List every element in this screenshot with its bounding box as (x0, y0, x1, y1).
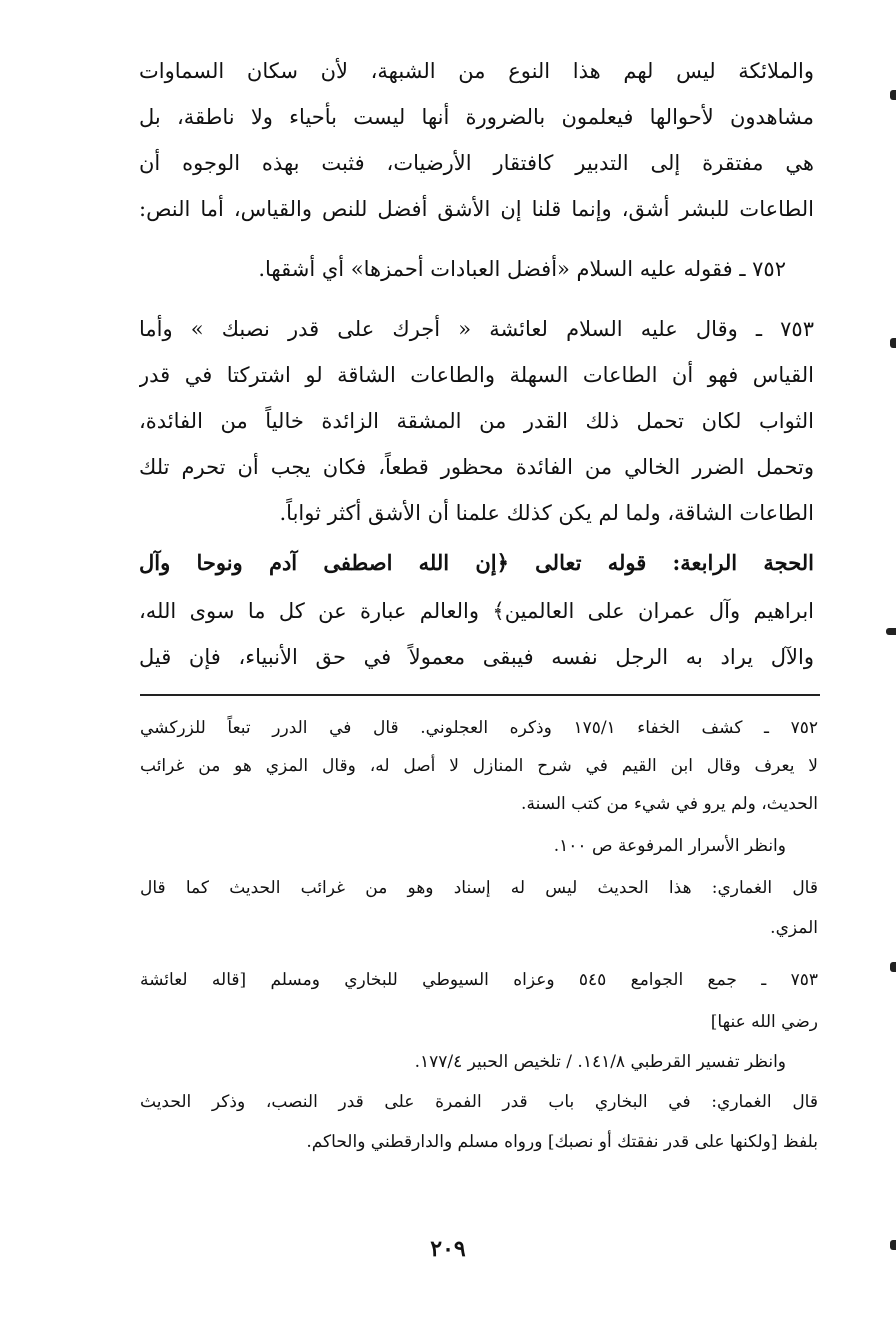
body-line: الثواب لكان تحمل ذلك القدر من المشقة الزائدة خالياً من الفائدة، (139, 409, 814, 433)
body-line: ٧٥٣ ـ وقال عليه السلام لعائشة « أجرك على قدر نصبك » وأما (139, 317, 814, 341)
scan-edge-mark (890, 90, 896, 100)
footnote-line: لا يعرف وقال ابن القيم في شرح المنازل لا أصل له، وقال المزي هو من غرائب (140, 756, 818, 776)
footnote-line: المزي. (770, 918, 818, 938)
scan-edge-mark (890, 338, 896, 348)
body-line: الطاعات الشاقة، ولما لم يكن كذلك علمنا أن الأشق أكثر ثواباً. (279, 501, 814, 525)
footnote-divider (140, 694, 820, 696)
footnote-line: قال الغماري: هذا الحديث ليس له إسناد وهو من غرائب الحديث كما قال (140, 878, 818, 898)
body-line: القياس فهو أن الطاعات السهلة والطاعات الشاقة لو اشتركتا في قدر (139, 363, 814, 387)
page-number: ٢٠٩ (430, 1236, 466, 1262)
body-line: هي مفتقرة إلى التدبير كافتقار الأرضيات، فثبت بهذه الوجوه أن (139, 151, 814, 175)
scan-edge-mark (886, 628, 896, 635)
body-line: الطاعات للبشر أشق، وإنما قلنا إن الأشق أفضل للنص والقياس، أما النص: (139, 197, 814, 221)
footnote-line: قال الغماري: في البخاري باب قدر الفمرة على قدر النصب، وذكر الحديث (140, 1092, 818, 1112)
body-line: وتحمل الضرر الخالي من الفائدة محظور قطعاً، فكان يجب أن تحرم تلك (139, 455, 814, 479)
scan-edge-mark (890, 962, 896, 972)
footnote-line: الحديث، ولم يرو في شيء من كتب السنة. (521, 794, 818, 814)
footnote-line: ٧٥٣ ـ جمع الجوامع ٥٤٥ وعزاه السيوطي للبخاري ومسلم [قاله لعائشة (140, 970, 818, 990)
footnote-line: رضي الله عنها] (710, 1012, 818, 1032)
footnote-line: بلفظ [ولكنها على قدر نفقتك أو نصبك] ورواه مسلم والدارقطني والحاكم. (306, 1132, 818, 1152)
body-line: والآل يراد به الرجل نفسه فيبقى معمولاً في حق الأنبياء، فإن قيل (139, 645, 814, 669)
footnote-line: ٧٥٢ ـ كشف الخفاء ١٧٥/١ وذكره العجلوني. قال في الدرر تبعاً للزركشي (140, 718, 818, 738)
hadith-752: ٧٥٢ ـ فقوله عليه السلام «أفضل العبادات أحمزها» أي أشقها. (258, 257, 786, 281)
footnote-line: وانظر الأسرار المرفوعة ص ١٠٠. (553, 836, 786, 856)
body-line: ابراهيم وآل عمران على العالمين﴾ والعالم عبارة عن كل ما سوى الله، (139, 599, 814, 623)
body-line: مشاهدون لأحوالها فيعلمون بالضرورة أنها ليست بأحياء ولا ناطقة، بل (139, 105, 814, 129)
body-line: والملائكة ليس لهم هذا النوع من الشبهة، لأن سكان السماوات (139, 59, 814, 83)
body-line: الحجة الرابعة: قوله تعالى ﴿إن الله اصطفى آدم ونوحا وآل (139, 550, 814, 575)
footnote-line: وانظر تفسير القرطبي ١٤١/٨. / تلخيص الحبير ١٧٧/٤. (414, 1052, 786, 1072)
scan-edge-mark (890, 1240, 896, 1250)
